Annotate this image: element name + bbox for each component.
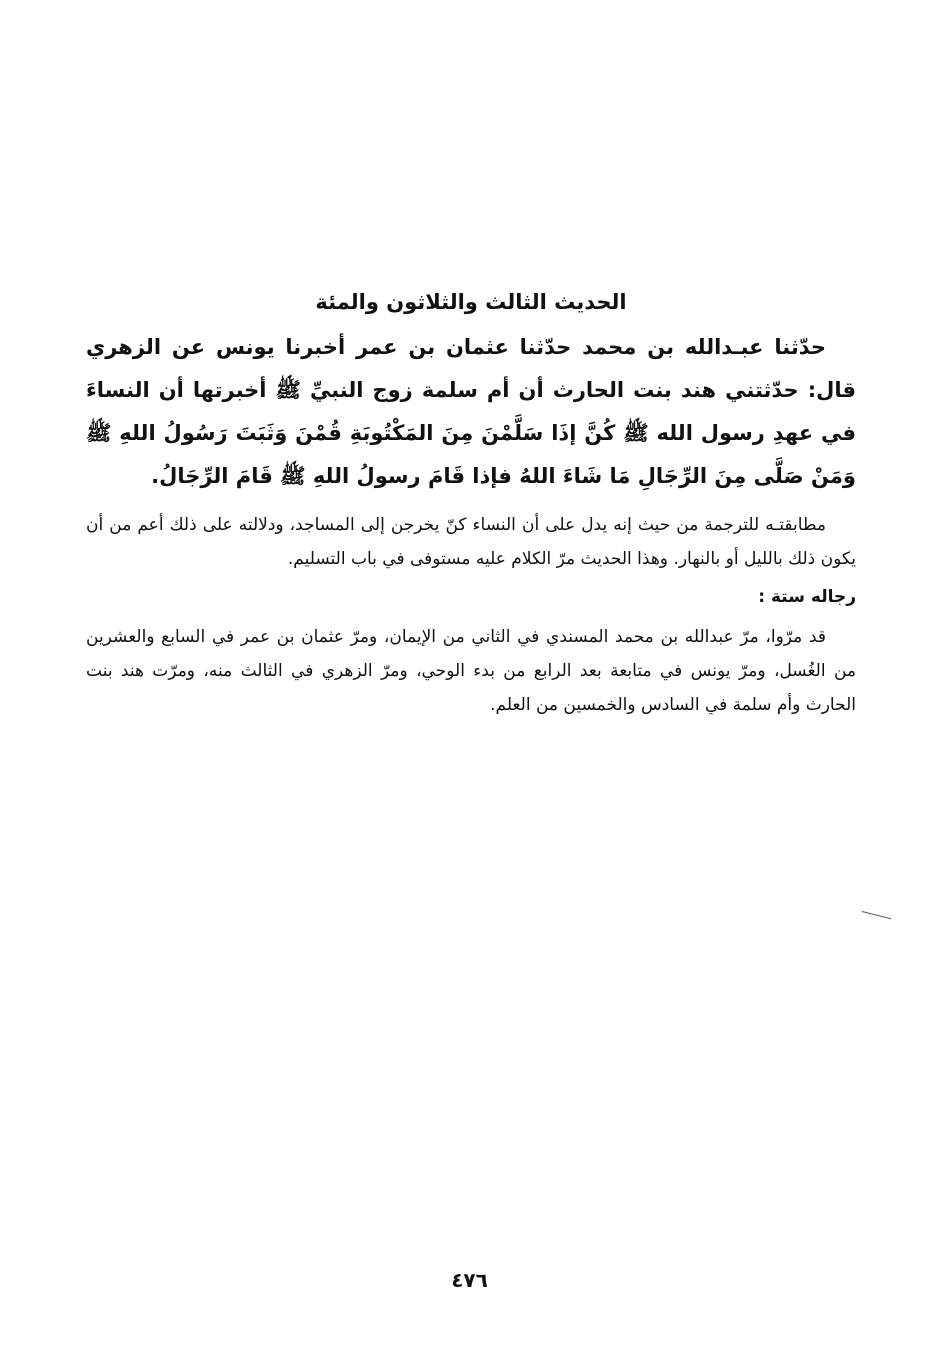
commentary-body: مطابقتـه للترجمة من حيث إنه يدل على أن النساء كنّ يخرجن إلى المساجد، ودلالته على ذلك أعم من أن يكون ذلك بالليل أو بالنهار. وهذا الحديث مرّ الكلام عليه مستوفى في باب التسليم. (86, 515, 856, 569)
hadith-body: حدّثنا عبـدالله بن محمد حدّثنا عثمان بن عمر أخبرنا يونس عن الزهري قال: حدّثتني هند بنت الحارث أن أم سلمة زوج النبيِّ ﷺ أخبرتها أن النساءَ في عهدِ رسول الله ﷺ كُنَّ إذَا سَلَّمْنَ مِنَ المَكْتُوبَةِ قُمْنَ وَثَبَتَ رَسُولُ اللهِ ﷺ وَمَنْ صَلَّى مِنَ الرِّجَالِ مَا شَاءَ اللهُ فإذا قَامَ رسولُ اللهِ ﷺ قَامَ الرِّجَالُ. (86, 335, 856, 488)
narrators-indent (826, 627, 856, 647)
hadith-text (86, 326, 856, 498)
page-number: ٤٧٦ (451, 1268, 488, 1292)
scan-artifact-line (862, 911, 891, 919)
page-content (86, 282, 856, 722)
hadith-indent (826, 335, 856, 359)
narrators-body: قد مرّوا، مرّ عبدالله بن محمد المسندي في الثاني من الإيمان، ومرّ عثمان بن عمر في السابع والعشرين من الغُسل، ومرّ يونس في متابعة بعد الرابع من بدء الوحي، ومرّ الزهري في الثالث منه، ومرّت هند بنت الحارث وأم سلمة في السادس والخمسين من العلم. (86, 627, 856, 715)
narrators-paragraph (86, 620, 856, 722)
commentary-paragraph (86, 508, 856, 576)
narrators-heading: رجاله ستة : (758, 587, 856, 607)
section-title: الحديث الثالث والثلاثون والمئة (315, 290, 627, 314)
commentary-indent (826, 515, 856, 535)
